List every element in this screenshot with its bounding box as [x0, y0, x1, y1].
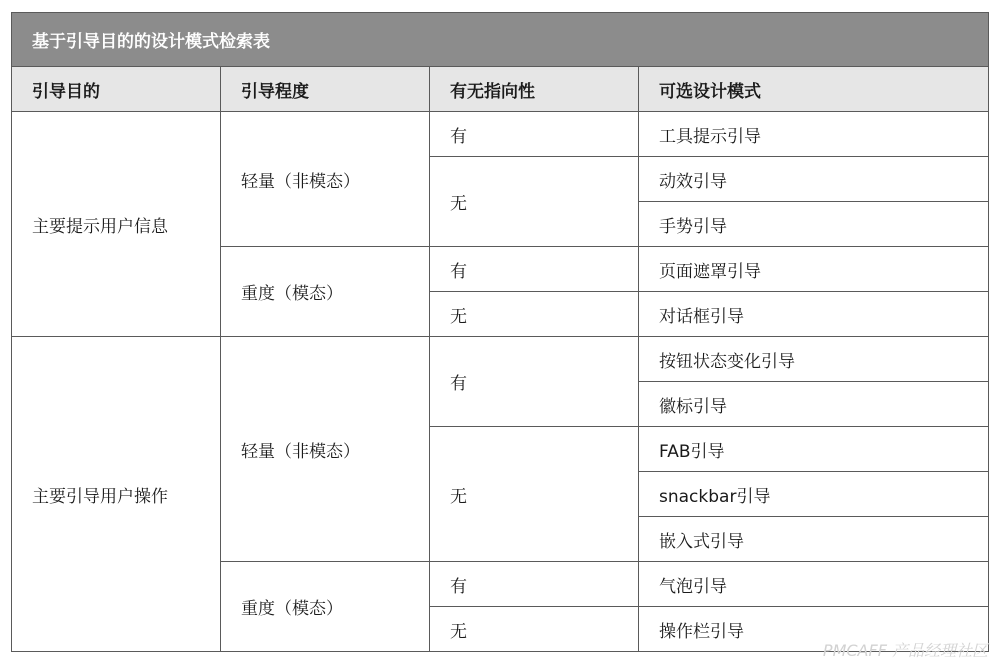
purpose-cell: 主要提示用户信息	[12, 112, 221, 337]
direction-cell: 有	[430, 247, 639, 292]
header-modes: 可选设计模式	[639, 67, 989, 112]
header-purpose: 引导目的	[12, 67, 221, 112]
mode-cell: 徽标引导	[639, 382, 989, 427]
mode-cell: 对话框引导	[639, 292, 989, 337]
table-row	[12, 337, 989, 382]
mode-cell: 手势引导	[639, 202, 989, 247]
mode-cell: 嵌入式引导	[639, 517, 989, 562]
mode-cell: 动效引导	[639, 157, 989, 202]
mode-cell: 气泡引导	[639, 562, 989, 607]
header-degree: 引导程度	[221, 67, 430, 112]
degree-cell: 重度（模态）	[221, 247, 430, 337]
header-row	[12, 67, 989, 112]
direction-cell: 无	[430, 427, 639, 562]
degree-cell: 重度（模态）	[221, 562, 430, 652]
design-pattern-table	[11, 12, 989, 652]
purpose-cell: 主要引导用户操作	[12, 337, 221, 652]
degree-cell: 轻量（非模态）	[221, 337, 430, 562]
mode-cell: snackbar引导	[639, 472, 989, 517]
direction-cell: 无	[430, 607, 639, 652]
mode-cell: 按钮状态变化引导	[639, 337, 989, 382]
table-row	[12, 112, 989, 157]
degree-cell: 轻量（非模态）	[221, 112, 430, 247]
direction-cell: 有	[430, 337, 639, 427]
title-row	[12, 13, 989, 67]
mode-cell: 操作栏引导	[639, 607, 989, 652]
watermark: PMCAFF 产品经理社区	[822, 641, 988, 660]
mode-cell: 页面遮罩引导	[639, 247, 989, 292]
header-direction: 有无指向性	[430, 67, 639, 112]
direction-cell: 无	[430, 157, 639, 247]
mode-cell: 工具提示引导	[639, 112, 989, 157]
direction-cell: 无	[430, 292, 639, 337]
direction-cell: 有	[430, 112, 639, 157]
table-title: 基于引导目的的设计模式检索表	[12, 13, 989, 67]
direction-cell: 有	[430, 562, 639, 607]
mode-cell: FAB引导	[639, 427, 989, 472]
